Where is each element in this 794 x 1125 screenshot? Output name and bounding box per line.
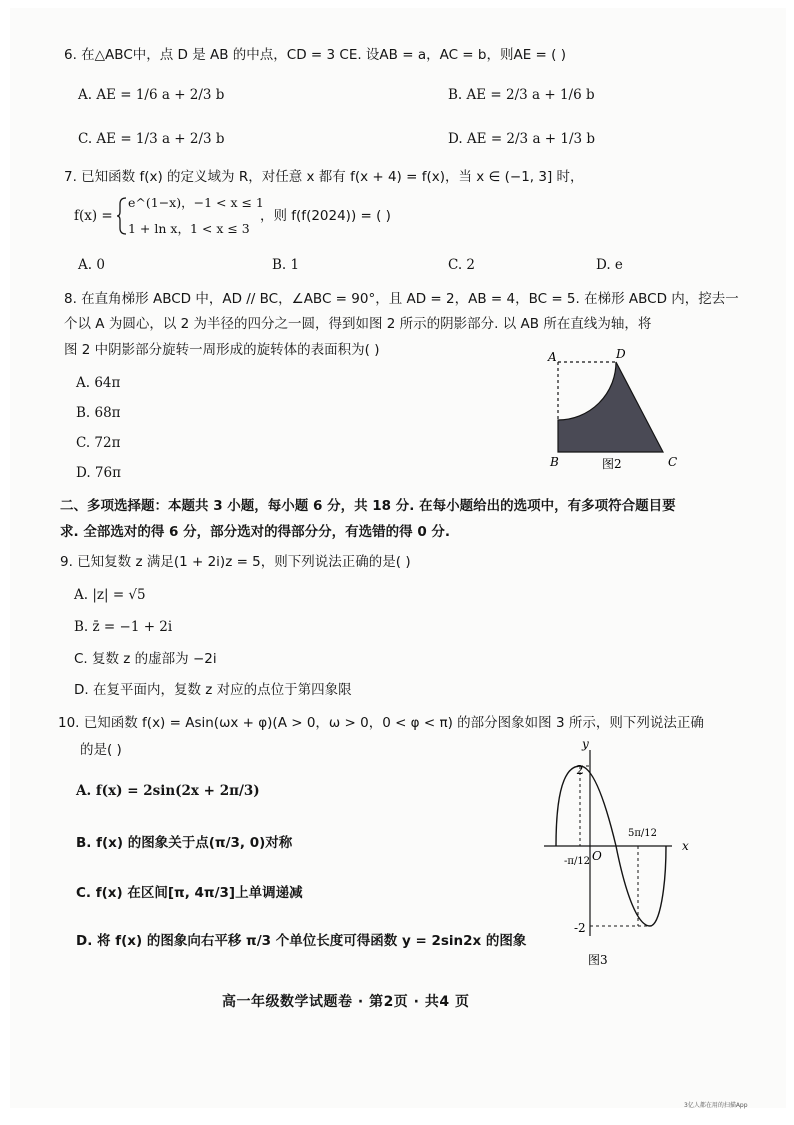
q7-option-d: D. e [596, 257, 623, 273]
figure-3-caption: 图3 [588, 953, 608, 967]
q10-option-a: A. f(x) = 2sin(2x + 2π/3) [76, 783, 260, 799]
q9-stem: 9. 已知复数 z 满足(1 + 2i)z = 5，则下列说法正确的是( ) [60, 554, 411, 570]
origin-label: O [592, 849, 602, 863]
q8-line-1: 8. 在直角梯形 ABCD 中，AD // BC，∠ABC = 90°，且 AD = 2，AB = 4，BC = 5. 在梯形 ABCD 内，挖去一 [64, 291, 739, 307]
label-b: B [550, 455, 559, 469]
q8-option-a: A. 64π [76, 375, 121, 391]
q7-case-1: e^(1−x)，−1 < x ≤ 1 [128, 195, 264, 210]
q8-option-d: D. 76π [76, 465, 121, 481]
y-axis-label: y [582, 737, 589, 751]
q7-case-2: 1 + ln x，1 < x ≤ 3 [128, 221, 250, 236]
section-2-line-2: 求. 全部选对的得 6 分，部分选对的得部分分，有选错的得 0 分. [60, 524, 451, 540]
shaded-region [558, 362, 663, 452]
q8-line-3: 图 2 中阴影部分旋转一周形成的旋转体的表面积为( ) [64, 342, 380, 358]
q9-option-d: D. 在复平面内，复数 z 对应的点位于第四象限 [74, 682, 352, 698]
q10-option-c: C. f(x) 在区间[π, 4π/3]上单调递减 [76, 885, 303, 901]
figure-2 [540, 344, 690, 474]
q8-line-2: 个以 A 为圆心，以 2 为半径的四分之一圆，得到如图 2 所示的阴影部分. 以 AB 所在直线为轴，将 [64, 316, 652, 332]
figure-3 [534, 736, 714, 968]
q9-option-b: B. z̄ = −1 + 2i [74, 619, 173, 635]
q6-option-b: B. AE = 2/3 a + 1/6 b [448, 87, 595, 103]
q6-stem: 6. 在△ABC中，点 D 是 AB 的中点，CD = 3 CE. 设AB = a，AC = b，则AE = ( ) [64, 47, 566, 63]
q6-option-a: A. AE = 1/6 a + 2/3 b [78, 87, 225, 103]
label-a: A [548, 350, 557, 364]
q9-option-a: A. |z| = √5 [74, 587, 146, 603]
page-footer: 高一年级数学试题卷 · 第2页 · 共4 页 [222, 994, 470, 1010]
q7-option-b: B. 1 [272, 257, 300, 273]
max-label: 2 [576, 763, 584, 777]
q10-stem-1: 10. 已知函数 f(x) = Asin(ωx + φ)(A > 0，ω > 0，0 < φ < π) 的部分图象如图 3 所示，则下列说法正确 [58, 715, 704, 731]
q10-option-d: D. 将 f(x) 的图象向右平移 π/3 个单位长度可得函数 y = 2sin2x 的图象 [76, 933, 527, 949]
q8-option-c: C. 72π [76, 435, 121, 451]
q10-stem-2: 的是( ) [80, 742, 122, 758]
q6-option-c: C. AE = 1/3 a + 2/3 b [78, 131, 225, 147]
figure-2-caption: 图2 [602, 457, 622, 471]
min-label: -2 [574, 921, 586, 935]
scanner-watermark: 3亿人都在用的扫描App [684, 1102, 748, 1109]
q7-option-a: A. 0 [78, 257, 105, 273]
x-axis-label: x [682, 839, 689, 853]
q6-option-d: D. AE = 2/3 a + 1/3 b [448, 131, 596, 147]
q7-brace [116, 196, 128, 236]
q8-option-b: B. 68π [76, 405, 121, 421]
label-c: C [668, 455, 678, 469]
label-d: D [616, 347, 626, 361]
q9-option-c: C. 复数 z 的虚部为 −2i [74, 651, 217, 667]
left-tick-label: -π/12 [564, 856, 591, 867]
q7-func-lhs: f(x) = [74, 208, 113, 224]
q7-stem: 7. 已知函数 f(x) 的定义域为 R，对任意 x 都有 f(x + 4) = f(x)，当 x ∈ (−1, 3] 时， [64, 169, 584, 185]
right-tick-label: 5π/12 [628, 828, 658, 839]
q10-option-b: B. f(x) 的图象关于点(π/3, 0)对称 [76, 835, 293, 851]
q7-tail: ，则 f(f(2024)) = ( ) [260, 208, 391, 224]
section-2-line-1: 二、多项选择题：本题共 3 小题，每小题 6 分，共 18 分. 在每小题给出的选项中，有多项符合题目要 [60, 498, 676, 514]
exam-page [10, 8, 786, 1108]
q7-option-c: C. 2 [448, 257, 476, 273]
